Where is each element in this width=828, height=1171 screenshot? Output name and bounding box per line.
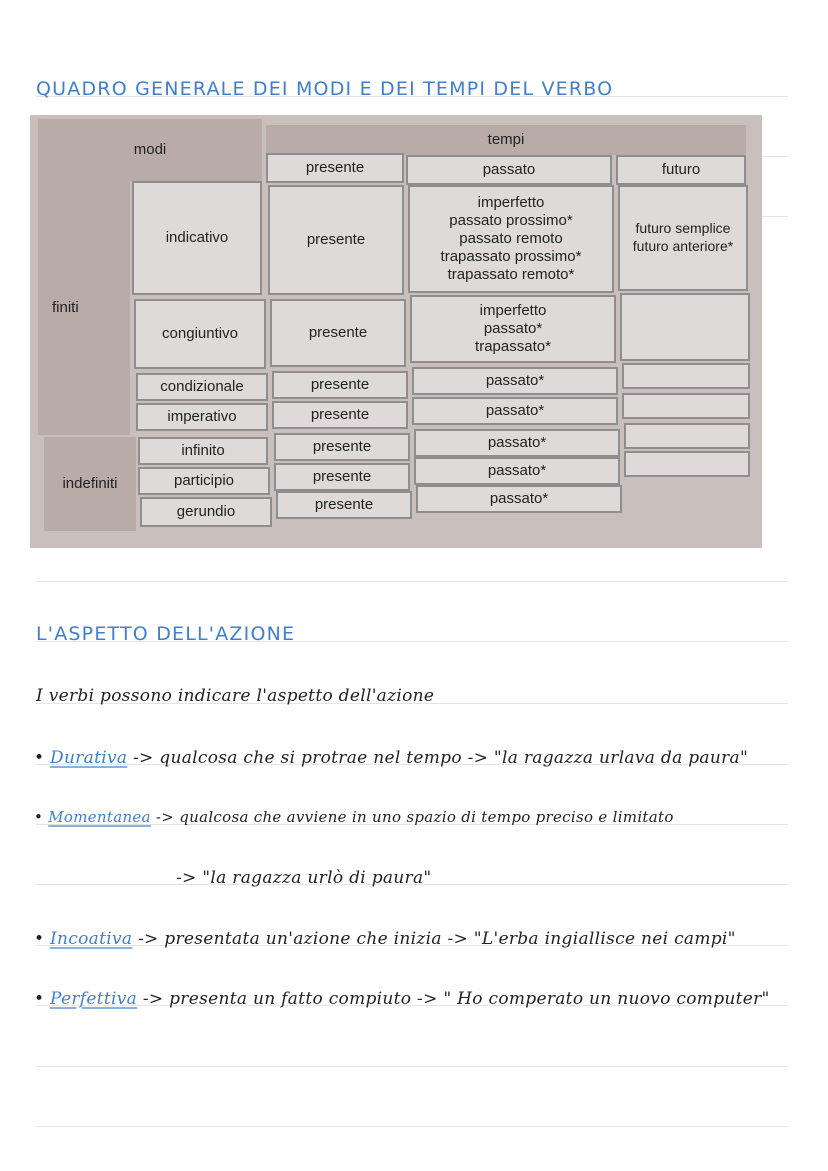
gerundio-passato: passato* — [416, 485, 622, 513]
durativa-text: -> qualcosa che si protrae nel tempo -> "la ragazza urlava da paura" — [133, 748, 749, 768]
momentanea-line: • Momentanea -> qualcosa che avviene in uno spazio di tempo preciso e limitato — [34, 808, 674, 826]
durativa-line: • Durativa -> qualcosa che si protrae nel tempo -> "la ragazza urlava da paura" — [34, 748, 749, 768]
header-tempi: tempi — [266, 125, 746, 155]
table-photo — [30, 115, 762, 548]
header-modi: modi — [38, 119, 262, 181]
congiuntivo-passato: imperfetto passato* trapassato* — [410, 295, 616, 363]
condizionale-futuro — [622, 363, 750, 389]
ruled-line — [36, 1066, 788, 1067]
modo-condizionale: condizionale — [136, 373, 268, 401]
infinito-futuro — [624, 423, 750, 449]
modo-imperativo: imperativo — [136, 403, 268, 431]
participio-passato: passato* — [414, 457, 620, 485]
modo-congiuntivo: congiuntivo — [134, 299, 266, 369]
group-indefiniti: indefiniti — [44, 437, 136, 531]
perfettiva-term: Perfettiva — [50, 989, 138, 1009]
condizionale-presente: presente — [272, 371, 408, 399]
momentanea-text: -> qualcosa che avviene in uno spazio di tempo preciso e limitato — [155, 808, 674, 826]
participio-futuro — [624, 451, 750, 477]
incoativa-text: -> presentata un'azione che inizia -> "L'erba ingiallisce nei campi" — [138, 929, 736, 949]
imperativo-passato: passato* — [412, 397, 618, 425]
incoativa-line: • Incoativa -> presentata un'azione che inizia -> "L'erba ingiallisce nei campi" — [34, 929, 736, 949]
ruled-line — [36, 1126, 788, 1127]
infinito-passato: passato* — [414, 429, 620, 457]
imperativo-futuro — [622, 393, 750, 419]
incoativa-term: Incoativa — [50, 929, 133, 949]
col-passato: passato — [406, 155, 612, 185]
section-title: L'ASPETTO DELL'AZIONE — [36, 623, 296, 645]
perfettiva-text: -> presenta un fatto compiuto -> " Ho comperato un nuovo computer" — [142, 989, 770, 1009]
modo-participio: participio — [138, 467, 270, 495]
congiuntivo-futuro — [620, 293, 750, 361]
modo-infinito: infinito — [138, 437, 268, 465]
page-title: QUADRO GENERALE DEI MODI E DEI TEMPI DEL VERBO — [36, 78, 614, 100]
infinito-presente: presente — [274, 433, 410, 461]
momentanea-term: Momentanea — [48, 808, 151, 826]
gerundio-presente: presente — [276, 491, 412, 519]
modo-indicativo: indicativo — [132, 181, 262, 295]
indicativo-presente: presente — [268, 185, 404, 295]
col-futuro: futuro — [616, 155, 746, 185]
col-presente: presente — [266, 153, 404, 183]
perfettiva-line: • Perfettiva -> presenta un fatto compiuto -> " Ho comperato un nuovo computer" — [34, 989, 770, 1009]
indicativo-futuro: futuro semplice futuro anteriore* — [618, 185, 748, 291]
intro-text: I verbi possono indicare l'aspetto dell'azione — [36, 686, 435, 706]
participio-presente: presente — [274, 463, 410, 491]
momentanea-example: -> "la ragazza urlò di paura" — [176, 868, 432, 888]
ruled-line — [36, 581, 788, 582]
modo-gerundio: gerundio — [140, 497, 272, 527]
durativa-term: Durativa — [50, 748, 128, 768]
group-finiti: finiti — [38, 181, 130, 435]
imperativo-presente: presente — [272, 401, 408, 429]
congiuntivo-presente: presente — [270, 299, 406, 367]
indicativo-passato: imperfetto passato prossimo* passato remoto trapassato prossimo* trapassato remoto* — [408, 185, 614, 293]
condizionale-passato: passato* — [412, 367, 618, 395]
